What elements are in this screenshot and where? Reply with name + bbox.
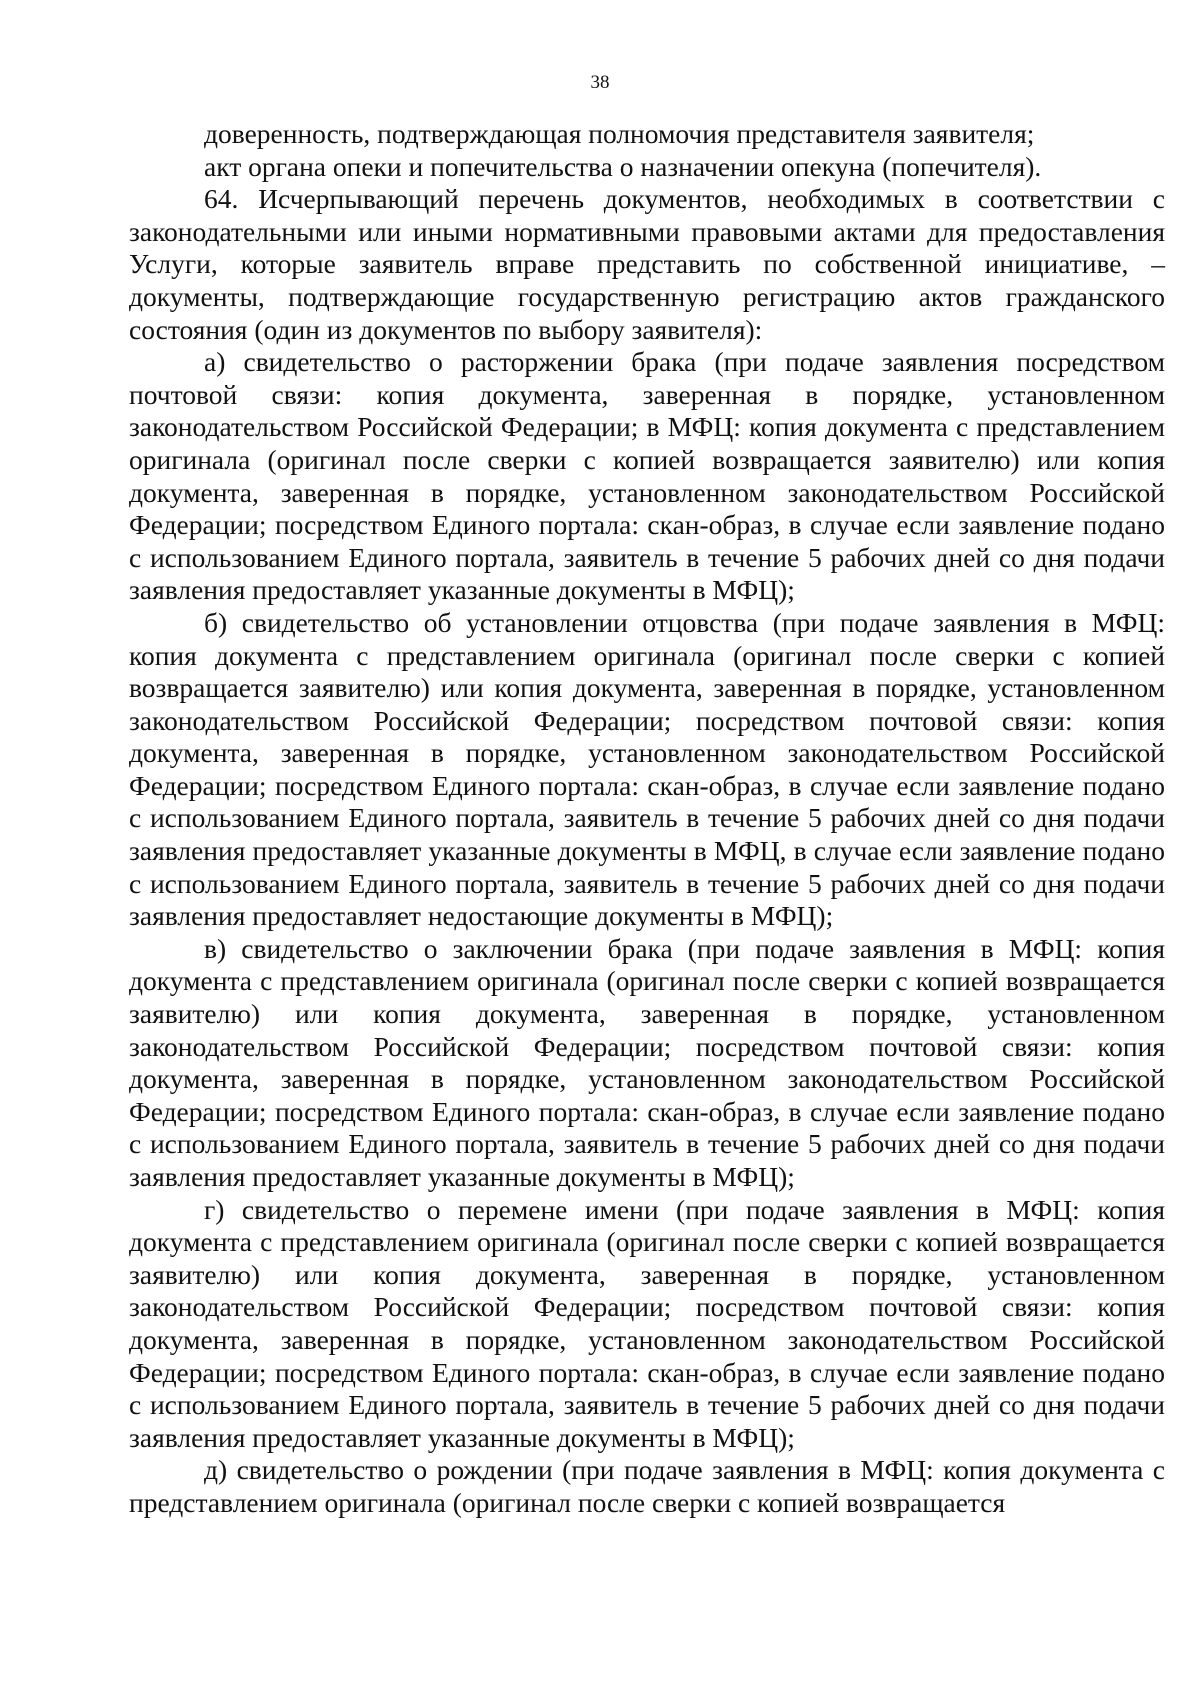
page-number: 38 <box>590 72 610 93</box>
paragraph-name-change-certificate: г) свидетельство о перемене имени (при подаче заявления в МФЦ: копия документа с представлением оригинала (оригинал после сверки с копией возвращается заявителю) или копия документа, заверенная в порядке, установленном законодательством Российской Федерации; посредством почтовой связи: копия документа, заверенная в порядке, установленном законодательством Российской Федерации; посредством Единого портала: скан-образ, в случае если заявление подано с использованием Единого портала, заявитель в течение 5 рабочих дней со дня подачи заявления предоставляет указанные документы в МФЦ); <box>129 1193 1165 1453</box>
paragraph-power-of-attorney: доверенность, подтверждающая полномочия представителя заявителя; <box>204 118 1035 149</box>
paragraph-divorce-certificate: а) свидетельство о расторжении брака (при подаче заявления посредством почтовой связи: копия документа, заверенная в порядке, установленном законодательством Российской Федерации; в МФЦ: копия документа с представлением оригинала (оригинал после сверки с копией возвращается заявителю) или копия документа, заверенная в порядке, установленном законодательством Российской Федерации; посредством Единого портала: скан-образ, в случае если заявление подано с использованием Единого портала, заявитель в течение 5 рабочих дней со дня подачи заявления предоставляет указанные документы в МФЦ); <box>129 346 1165 606</box>
paragraph-guardianship-act: акт органа опеки и попечительства о назначении опекуна (попечителя). <box>204 150 1042 182</box>
paragraph-item-64: 64. Исчерпывающий перечень документов, необходимых в соответствии с законодательными или иными нормативными правовыми актами для предоставления Услуги, которые заявитель вправе представить по собственной инициативе, – документы, подтверждающие государственную регистрацию актов гражданского состояния (один из документов по выбору заявителя): <box>129 183 1165 345</box>
paragraph-birth-certificate: д) свидетельство о рождении (при подаче заявления в МФЦ: копия документа с представлением оригинала (оригинал после сверки с копией возвращается <box>129 1454 1165 1518</box>
paragraph-marriage-certificate: в) свидетельство о заключении брака (при подаче заявления в МФЦ: копия документа с представлением оригинала (оригинал после сверки с копией возвращается заявителю) или копия документа, заверенная в порядке, установленном законодательством Российской Федерации; посредством почтовой связи: копия документа, заверенная в порядке, установленном законодательством Российской Федерации; посредством Единого портала: скан-образ, в случае если заявление подано с использованием Единого портала, заявитель в течение 5 рабочих дней со дня подачи заявления предоставляет указанные документы в МФЦ); <box>129 932 1165 1192</box>
document-body <box>129 118 1165 1520</box>
paragraph-paternity-certificate: б) свидетельство об установлении отцовства (при подаче заявления в МФЦ: копия документа с представлением оригинала (оригинал после сверки с копией возвращается заявителю) или копия документа, заверенная в порядке, установленном законодательством Российской Федерации; посредством почтовой связи: копия документа, заверенная в порядке, установленном законодательством Российской Федерации; посредством Единого портала: скан-образ, в случае если заявление подано с использованием Единого портала, заявитель в течение 5 рабочих дней со дня подачи заявления предоставляет указанные документы в МФЦ, в случае если заявление подано с использованием Единого портала, заявитель в течение 5 рабочих дней со дня подачи заявления предоставляет недостающие документы в МФЦ); <box>129 606 1165 932</box>
